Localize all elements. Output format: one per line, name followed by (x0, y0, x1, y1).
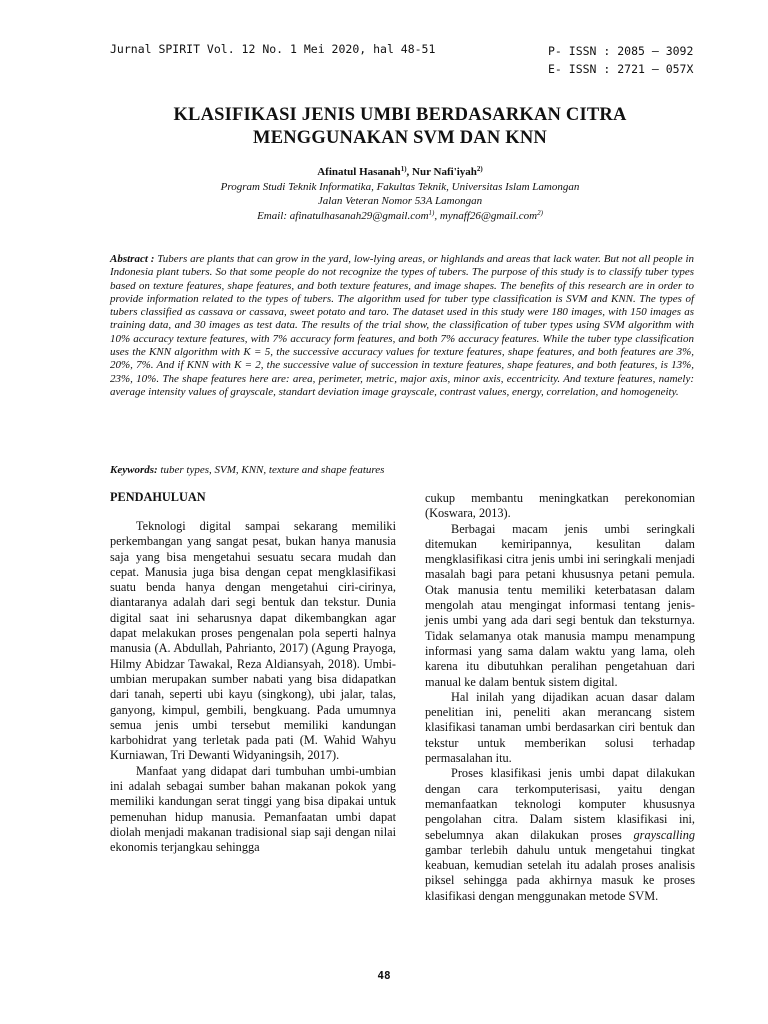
paper-title (100, 104, 700, 150)
abstract (110, 253, 694, 399)
paragraph: cukup membantu meningkatkan perekonomian (Koswara, 2013). (425, 491, 695, 521)
paragraph-text: Proses klasifikasi jenis umbi dapat dilakukan dengan cara terkomputerisasi, yaitu dengan memanfaatkan teknologi komputer khususnya pengolahan citra. Dalam sistem klasifikasi ini, sebelumnya akan dilakukan proses (425, 766, 695, 842)
paragraph (425, 766, 695, 904)
title-line-1: KLASIFIKASI JENIS UMBI BERDASARKAN CITRA (173, 105, 627, 125)
print-issn: P- ISSN : 2085 – 3092 (548, 44, 694, 58)
section-heading: PENDAHULUAN (110, 490, 206, 504)
author-2-sup: 2) (476, 165, 483, 173)
email-1: Email: afinatulhasanah29@gmail.com (257, 209, 429, 222)
email-2: , mynaff26@gmail.com (434, 209, 538, 222)
left-column (110, 490, 396, 856)
journal-header: Jurnal SPIRIT Vol. 12 No. 1 Mei 2020, hal 48-51 (110, 42, 436, 56)
paragraph: Berbagai macam jenis umbi seringkali ditemukan kemiripannya, kesulitan dalam mengklasifikasi citra jenis umbi ini seringkali menjadi masalah bagi para petani khususnya petani pemula. Otak manusia tentu memiliki keterbatasan dalam mengolah atau mengingat informasi tentang jenis-jenis umbi yang ada dari segi bentuk dan teksturnya. Tidak selamanya otak manusia mampu menampung informasi yang sama dalam waktu yang lama, oleh karena itu dibutuhkan peralihan pengetahuan dari manual ke dalam bentuk sistem digital. (425, 521, 695, 689)
author-affiliation (100, 165, 700, 223)
program-study: Program Studi Teknik Informatika, Fakultas Teknik, Universitas Islam Lamongan (220, 180, 580, 193)
address: Jalan Veteran Nomor 53A Lamongan (317, 195, 483, 207)
author-names (100, 165, 700, 180)
issn-block (548, 42, 693, 78)
author-separator: , (406, 166, 413, 178)
paragraph-text: gambar terlebih dahulu untuk mengetahui tingkat keabuan, kemudian setelah itu adalah proses analisis piksel sehingga pada akhirnya masuk ke proses klasifikasi dengan menggunakan metode SVM. (425, 842, 695, 903)
title-line-2: MENGGUNAKAN SVM DAN KNN (253, 128, 547, 148)
paragraph: Manfaat yang didapat dari tumbuhan umbi-umbian ini adalah sebagai sumber bahan makanan pokok yang memiliki kandungan serat tinggi yang bisa dipakai untuk pemenuhan hidup manusia. Pemanfaatan umbi dapat diolah menjadi makanan tradisional siap saji dengan nilai ekonomis terjangkau sehingga (110, 763, 396, 855)
paragraph: Hal inilah yang dijadikan acuan dasar dalam penelitian ini, peneliti akan merancang sistem klasifikasi tanaman umbi berdasarkan ciri bentuk dan tekstur untuk memberikan solusi terhadap permasalahan itu. (425, 689, 695, 766)
right-column (425, 491, 695, 904)
author-1-sup: 1) (400, 165, 407, 173)
keywords-text: tuber types, SVM, KNN, texture and shape features (157, 464, 385, 476)
page-number: 48 (377, 969, 391, 982)
italic-term: grayscalling (633, 827, 695, 842)
author-2: Nur Nafi'iyah (412, 166, 477, 178)
electronic-issn: E- ISSN : 2721 – 057X (548, 62, 694, 76)
paragraph: Teknologi digital sampai sekarang memiliki perkembangan yang sangat pesat, bukan hanya manusia saja yang bisa mengetahui sesuatu secara mudah dan cepat. Manusia juga bisa dengan cepat mengklasifikasi suatu benda hanya dengan mengetahui ciri-cirinya, diantaranya adalah dari segi bentuk dan tekstur. Dunia digital saat ini seharusnya dapat dikembangkan agar dapat melakukan proses pengenalan pola seperti halnya manusia (A. Abdullah, Pahrianto, 2017) (Agung Prayoga, Hilmy Abidzar Tawakal, Reza Aldiansyah, 2018). Umbi-umbian merupakan sumber nabati yang bisa didapatkan dari tanah, seperti ubi kayu (singkong), ubi jalar, talas, ganyong, kimpul, gembili, bengkuang. Pada umumnya semua jenis umbi tersebut memiliki kandungan karbohidrat yang terletak pada pati (M. Wahid Wahyu Kurniawan, Tri Dewanti Widyaningsih, 2017). (110, 519, 396, 763)
keywords (110, 464, 694, 476)
email-1-sup: 1) (428, 208, 435, 217)
email-line (257, 210, 543, 222)
author-1: Afinatul Hasanah (317, 166, 401, 178)
abstract-label: Abstract : (110, 253, 155, 265)
email-2-sup: 2) (537, 208, 543, 217)
abstract-text: Tubers are plants that can grow in the yard, low-lying areas, or highlands and areas that lack water. But not all people in Indonesia plant tubers. So that some people do not recognize the types of tubers. The purpose of this study is to classify tuber types based on texture features, shape features, and both texture features, and image shapes. The benefits of this research are in order to provide information related to the types of tubers. The algorithm used for tuber type classification is SVM and KNN. The types of tubers classified as cassava or cassava, sweet potato and taro. The dataset used in this study were 180 images, with 150 images as training data, and 30 images as test data. The results of the trial show, the classification of tuber types using SVM algorithm with 10% accuracy texture features, with 7% accuracy form features, and both 7% accuracy features. While the tuber type classification uses the KNN algorithm with K = 5, the successive accuracy values for texture features, shape features, and both features are 3%, 20%, 7%. And if KNN with K = 2, the successive value of succession in texture features, shape features, and both features, is 13%, 23%, 10%. The shape features here are: area, perimeter, metric, major axis, minor axis, eccentricity. And texture features, namely: average intensity values of grayscale, standart deviation image grayscale, contrast values, energy, correlation, and homogeneity. (110, 253, 694, 398)
keywords-label: Keywords: (110, 464, 158, 476)
